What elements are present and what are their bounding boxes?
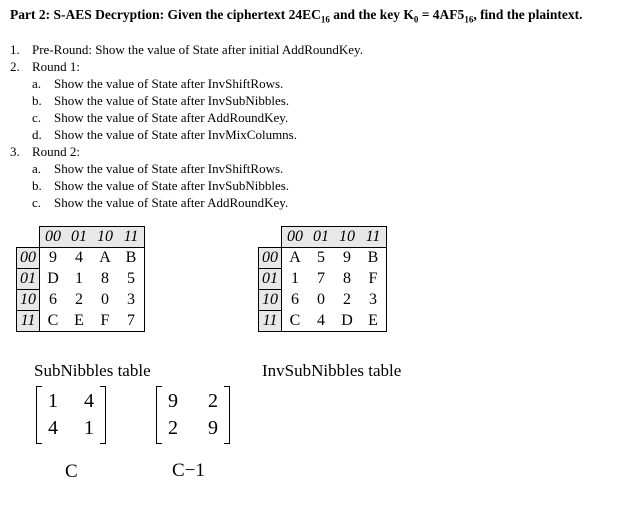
list-item [10,143,363,160]
table-cell: 1 [291,270,299,287]
matrix-c-inverse-label: C−1 [172,460,205,481]
table-cell: 3 [118,290,145,311]
sub-text: Show the value of State after InvShiftRows. [54,161,284,176]
column-header: 11 [360,227,387,248]
matrix-c-label: C [65,461,78,482]
invsubnibbles-table [258,226,387,332]
row-header: 11 [17,311,40,332]
subnibbles-table [16,226,145,332]
table-cell: 1 [75,270,83,287]
table-cell: 7 [317,270,325,287]
sub-text: Show the value of State after InvSubNibbles. [54,178,290,193]
matrix-cell: 2 [168,417,178,439]
list-item [10,41,363,58]
heading-text-4: , find the plaintext. [473,7,583,22]
table-cell: B [360,248,387,269]
column-header: 00 [40,227,67,248]
sub-item [10,126,363,143]
table-cell: E [360,311,387,332]
row-header: 01 [17,269,40,290]
table-cell: F [360,269,387,290]
column-header: 10 [334,227,360,248]
table-cell: F [92,311,118,332]
column-header: 11 [118,227,145,248]
sub-label: b. [32,178,42,193]
sub-item [10,75,363,92]
heading-sub-1: 16 [320,14,330,25]
table-cell: 8 [343,270,351,287]
matrix-cell: 4 [84,390,94,412]
matrix-c-inverse [156,386,230,444]
table-cell: E [66,311,92,332]
matrix-c [36,386,106,444]
table-cell: 7 [118,311,145,332]
table-cell: C [282,311,309,332]
item-number: 3. [10,144,20,159]
sub-item [10,177,363,194]
sub-text: Show the value of State after InvMixColumns. [54,127,297,142]
heading-sub-2: 0 [413,14,419,25]
item-text: Round 1: [32,59,81,74]
table-cell: B [118,248,145,269]
item-number: 1. [10,42,20,57]
subnibbles-caption: SubNibbles table [34,361,151,380]
sub-label: a. [32,76,42,91]
heading-sub-3: 16 [464,14,474,25]
table-cell: 0 [317,291,325,308]
matrix-cell: 9 [208,417,218,439]
right-bracket [224,386,230,444]
sub-text: Show the value of State after InvSubNibbles. [54,93,290,108]
row-header: 01 [259,269,282,290]
matrix-cell: 2 [208,390,218,412]
table-cell: 4 [308,311,334,332]
table-cell: A [99,249,111,267]
heading-text-3: = 4AF5 [418,7,465,22]
sub-item [10,194,363,211]
item-text: Pre-Round: Show the value of State after initial AddRoundKey. [32,42,363,57]
row-header: 10 [259,290,282,311]
table-cell: 6 [49,291,57,308]
heading-text-2: and the key K [329,7,414,22]
table-cell: C [40,311,67,332]
table-cell: D [47,270,59,287]
table-cell: A [289,249,301,267]
item-number: 2. [10,59,20,74]
column-header: 01 [66,227,92,248]
sub-text: Show the value of State after AddRoundKey. [54,110,289,125]
table-cell: 0 [101,291,109,308]
sub-item [10,109,363,126]
sub-label: b. [32,93,42,108]
right-bracket [100,386,106,444]
matrix-cell: 1 [48,390,58,412]
row-header: 00 [259,248,282,269]
sub-text: Show the value of State after InvShiftRows. [54,76,284,91]
table-cell: 6 [291,291,299,308]
column-header: 00 [282,227,309,248]
table-cell: 5 [118,269,145,290]
sub-label: c. [32,195,42,210]
sub-label: c. [32,110,42,125]
sub-text: Show the value of State after AddRoundKey. [54,195,289,210]
sub-item [10,160,363,177]
list-item [10,58,363,75]
table-cell: 9 [343,249,351,267]
table-cell: 4 [75,249,83,267]
row-header: 10 [17,290,40,311]
column-header: 10 [92,227,118,248]
table-cell: 2 [343,291,351,308]
sub-item [10,92,363,109]
matrix-cell: 1 [84,417,94,439]
matrix-cell: 4 [48,417,58,439]
problem-heading [10,6,616,23]
table-cell: 3 [360,290,387,311]
row-header: 00 [17,248,40,269]
matrix-cell: 9 [168,390,178,412]
sub-label: d. [32,127,42,142]
column-header: 01 [308,227,334,248]
task-list [10,41,363,211]
table-cell: 9 [49,249,57,267]
table-cell: 2 [75,291,83,308]
row-header: 11 [259,311,282,332]
table-cell: 5 [317,249,325,267]
heading-text-1: Part 2: S-AES Decryption: Given the ciphertext 24EC [10,7,321,22]
table-cell: D [334,311,360,332]
invsubnibbles-caption: InvSubNibbles table [262,361,402,380]
table-cell: 8 [101,270,109,287]
item-text: Round 2: [32,144,81,159]
sub-label: a. [32,161,42,176]
